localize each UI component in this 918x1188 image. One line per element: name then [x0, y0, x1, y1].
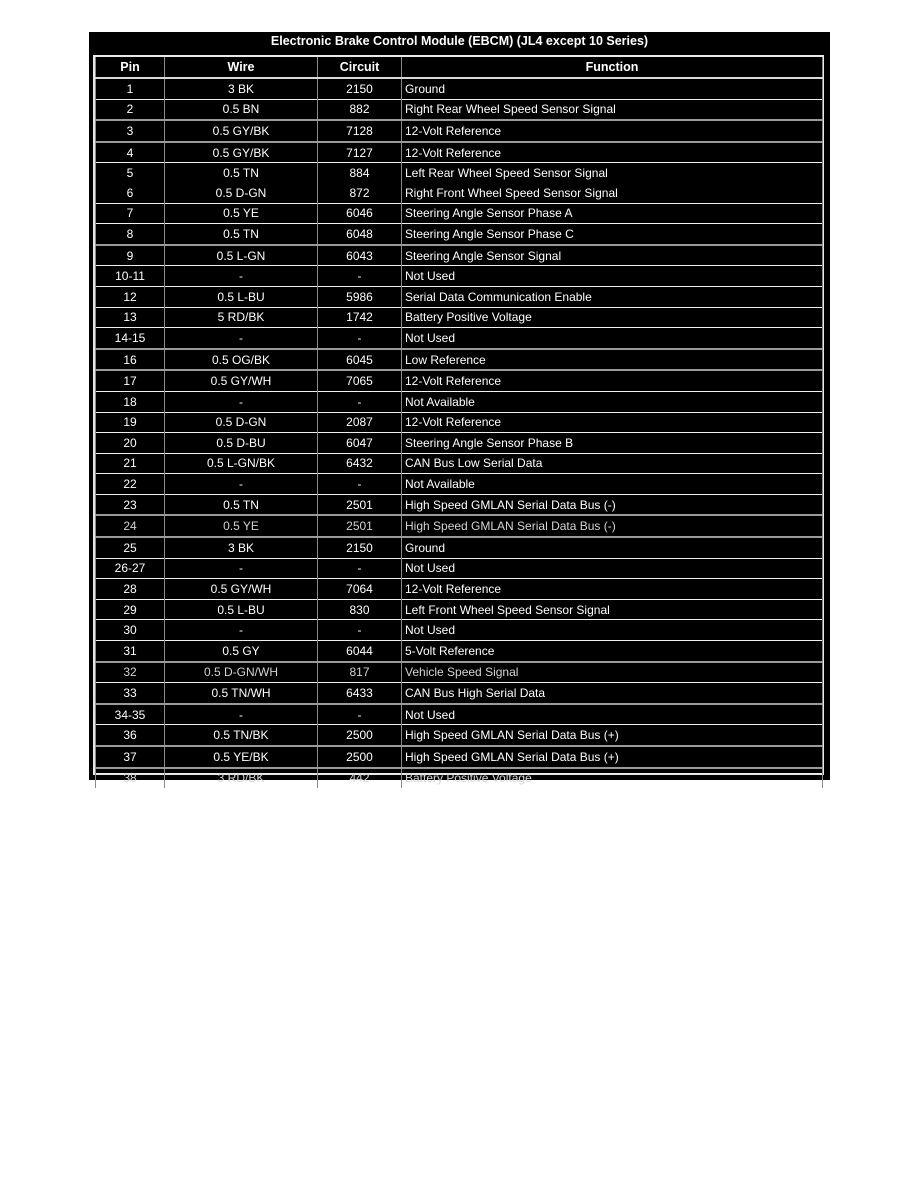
table-row	[96, 349, 823, 371]
pin-cell: 14-15	[96, 328, 165, 349]
pin-cell: 29	[96, 599, 165, 620]
circuit-cell: 7128	[318, 120, 402, 142]
wire-cell: 0.5 TN/BK	[165, 725, 318, 746]
function-cell: Left Front Wheel Speed Sensor Signal	[402, 599, 823, 620]
function-cell: Not Available	[402, 474, 823, 495]
pin-cell: 8	[96, 224, 165, 245]
function-cell: Low Reference	[402, 349, 823, 371]
pin-cell: 38	[96, 768, 165, 789]
table-row	[96, 266, 823, 287]
function-cell: High Speed GMLAN Serial Data Bus (+)	[402, 746, 823, 768]
function-cell: Not Used	[402, 558, 823, 579]
function-cell: Not Used	[402, 266, 823, 287]
wire-cell: 3 BK	[165, 78, 318, 99]
function-cell: CAN Bus Low Serial Data	[402, 453, 823, 474]
function-cell: Left Rear Wheel Speed Sensor Signal	[402, 163, 823, 183]
pin-cell: 7	[96, 203, 165, 224]
function-cell: High Speed GMLAN Serial Data Bus (-)	[402, 494, 823, 515]
circuit-cell: -	[318, 558, 402, 579]
pinout-table-panel	[89, 32, 830, 786]
pin-cell: 5	[96, 163, 165, 183]
wire-cell: 0.5 YE	[165, 203, 318, 224]
circuit-cell: -	[318, 474, 402, 495]
wire-cell: 0.5 D-GN	[165, 412, 318, 433]
wire-cell: 0.5 YE	[165, 515, 318, 537]
table-frame	[93, 55, 824, 786]
pin-cell: 26-27	[96, 558, 165, 579]
column-header-wire: Wire	[165, 57, 318, 78]
circuit-cell: 884	[318, 163, 402, 183]
circuit-cell: 817	[318, 662, 402, 683]
function-cell: Ground	[402, 78, 823, 99]
wire-cell: 0.5 TN/WH	[165, 683, 318, 704]
wire-cell: 0.5 GY/BK	[165, 142, 318, 163]
table-row	[96, 725, 823, 746]
table-row	[96, 683, 823, 704]
table-row	[96, 99, 823, 120]
table-row	[96, 433, 823, 454]
circuit-cell: 1742	[318, 307, 402, 328]
table-row	[96, 245, 823, 266]
table-header-row	[96, 57, 823, 78]
circuit-cell: 442	[318, 768, 402, 789]
circuit-cell: 7064	[318, 579, 402, 600]
circuit-cell: 5986	[318, 286, 402, 307]
table-body	[96, 78, 823, 788]
circuit-cell: 6043	[318, 245, 402, 266]
table-row	[96, 558, 823, 579]
table-row	[96, 328, 823, 349]
pin-cell: 16	[96, 349, 165, 371]
table-row	[96, 391, 823, 412]
table-row	[96, 120, 823, 142]
pin-cell: 19	[96, 412, 165, 433]
circuit-cell: 6044	[318, 641, 402, 662]
function-cell: Right Front Wheel Speed Sensor Signal	[402, 183, 823, 203]
pin-cell: 22	[96, 474, 165, 495]
function-cell: High Speed GMLAN Serial Data Bus (+)	[402, 725, 823, 746]
wire-cell: 0.5 D-GN	[165, 183, 318, 203]
pin-cell: 10-11	[96, 266, 165, 287]
circuit-cell: 6046	[318, 203, 402, 224]
function-cell: High Speed GMLAN Serial Data Bus (-)	[402, 515, 823, 537]
wire-cell: 0.5 TN	[165, 224, 318, 245]
pin-cell: 24	[96, 515, 165, 537]
table-row	[96, 370, 823, 391]
column-header-circuit: Circuit	[318, 57, 402, 78]
table-row	[96, 163, 823, 183]
table-row	[96, 494, 823, 515]
function-cell: Battery Positive Voltage	[402, 768, 823, 789]
pin-cell: 34-35	[96, 704, 165, 725]
table-title: Electronic Brake Control Module (EBCM) (JL4 except 10 Series)	[270, 34, 649, 48]
pin-cell: 30	[96, 620, 165, 641]
function-cell: Steering Angle Sensor Phase C	[402, 224, 823, 245]
function-cell: 12-Volt Reference	[402, 579, 823, 600]
function-cell: Battery Positive Voltage	[402, 307, 823, 328]
pinout-table	[95, 57, 823, 788]
wire-cell: 0.5 L-GN	[165, 245, 318, 266]
wire-cell: 0.5 BN	[165, 99, 318, 120]
pin-cell: 12	[96, 286, 165, 307]
circuit-cell: 6433	[318, 683, 402, 704]
table-row	[96, 704, 823, 725]
pin-cell: 2	[96, 99, 165, 120]
circuit-cell: 2501	[318, 494, 402, 515]
table-row	[96, 746, 823, 768]
table-row	[96, 286, 823, 307]
wire-cell: 5 RD/BK	[165, 307, 318, 328]
wire-cell: 0.5 GY	[165, 641, 318, 662]
function-cell: Right Rear Wheel Speed Sensor Signal	[402, 99, 823, 120]
function-cell: Ground	[402, 537, 823, 558]
wire-cell: 0.5 L-GN/BK	[165, 453, 318, 474]
circuit-cell: 2150	[318, 537, 402, 558]
circuit-cell: 6432	[318, 453, 402, 474]
function-cell: Vehicle Speed Signal	[402, 662, 823, 683]
function-cell: 12-Volt Reference	[402, 370, 823, 391]
wire-cell: -	[165, 620, 318, 641]
function-cell: 12-Volt Reference	[402, 412, 823, 433]
circuit-cell: -	[318, 266, 402, 287]
wire-cell: 0.5 L-BU	[165, 599, 318, 620]
table-row	[96, 662, 823, 683]
pin-cell: 1	[96, 78, 165, 99]
function-cell: Not Used	[402, 328, 823, 349]
table-row	[96, 515, 823, 537]
table-row	[96, 599, 823, 620]
wire-cell: 0.5 GY/WH	[165, 370, 318, 391]
column-header-function: Function	[402, 57, 823, 78]
pin-cell: 9	[96, 245, 165, 266]
circuit-cell: 830	[318, 599, 402, 620]
pin-cell: 21	[96, 453, 165, 474]
circuit-cell: -	[318, 391, 402, 412]
pin-cell: 23	[96, 494, 165, 515]
wire-cell: -	[165, 328, 318, 349]
function-cell: 12-Volt Reference	[402, 142, 823, 163]
wire-cell: -	[165, 558, 318, 579]
function-cell: Not Used	[402, 620, 823, 641]
circuit-cell: 6045	[318, 349, 402, 371]
circuit-cell: 7065	[318, 370, 402, 391]
pin-cell: 17	[96, 370, 165, 391]
wire-cell: 0.5 GY/WH	[165, 579, 318, 600]
pin-cell: 3	[96, 120, 165, 142]
circuit-cell: 882	[318, 99, 402, 120]
circuit-cell: 2501	[318, 515, 402, 537]
pin-cell: 33	[96, 683, 165, 704]
pin-cell: 28	[96, 579, 165, 600]
table-row	[96, 537, 823, 558]
table-row	[96, 203, 823, 224]
table-row	[96, 142, 823, 163]
function-cell: CAN Bus High Serial Data	[402, 683, 823, 704]
circuit-cell: -	[318, 704, 402, 725]
table-row	[96, 474, 823, 495]
function-cell: Steering Angle Sensor Signal	[402, 245, 823, 266]
table-row	[96, 579, 823, 600]
table-row	[96, 78, 823, 99]
circuit-cell: 2087	[318, 412, 402, 433]
pin-cell: 20	[96, 433, 165, 454]
wire-cell: 0.5 L-BU	[165, 286, 318, 307]
pin-cell: 37	[96, 746, 165, 768]
wire-cell: 3 RD/BK	[165, 768, 318, 789]
pin-cell: 13	[96, 307, 165, 328]
wire-cell: -	[165, 704, 318, 725]
function-cell: 12-Volt Reference	[402, 120, 823, 142]
function-cell: Serial Data Communication Enable	[402, 286, 823, 307]
function-cell: Not Available	[402, 391, 823, 412]
table-row	[96, 453, 823, 474]
column-header-pin: Pin	[96, 57, 165, 78]
circuit-cell: 872	[318, 183, 402, 203]
wire-cell: 3 BK	[165, 537, 318, 558]
pin-cell: 32	[96, 662, 165, 683]
wire-cell: 0.5 TN	[165, 494, 318, 515]
table-row	[96, 307, 823, 328]
wire-cell: 0.5 GY/BK	[165, 120, 318, 142]
table-row	[96, 412, 823, 433]
circuit-cell: 2500	[318, 725, 402, 746]
table-row	[96, 620, 823, 641]
wire-cell: 0.5 OG/BK	[165, 349, 318, 371]
pin-cell: 36	[96, 725, 165, 746]
pin-cell: 18	[96, 391, 165, 412]
function-cell: Steering Angle Sensor Phase A	[402, 203, 823, 224]
function-cell: 5-Volt Reference	[402, 641, 823, 662]
circuit-cell: 2500	[318, 746, 402, 768]
wire-cell: 0.5 D-BU	[165, 433, 318, 454]
function-cell: Not Used	[402, 704, 823, 725]
table-row	[96, 183, 823, 203]
pin-cell: 4	[96, 142, 165, 163]
table-row	[96, 224, 823, 245]
pin-cell: 25	[96, 537, 165, 558]
table-row	[96, 641, 823, 662]
circuit-cell: -	[318, 620, 402, 641]
wire-cell: 0.5 D-GN/WH	[165, 662, 318, 683]
circuit-cell: -	[318, 328, 402, 349]
circuit-cell: 6047	[318, 433, 402, 454]
wire-cell: -	[165, 391, 318, 412]
pin-cell: 31	[96, 641, 165, 662]
table-row	[96, 768, 823, 789]
pin-cell: 6	[96, 183, 165, 203]
circuit-cell: 2150	[318, 78, 402, 99]
wire-cell: 0.5 YE/BK	[165, 746, 318, 768]
wire-cell: -	[165, 266, 318, 287]
wire-cell: 0.5 TN	[165, 163, 318, 183]
circuit-cell: 6048	[318, 224, 402, 245]
function-cell: Steering Angle Sensor Phase B	[402, 433, 823, 454]
circuit-cell: 7127	[318, 142, 402, 163]
wire-cell: -	[165, 474, 318, 495]
